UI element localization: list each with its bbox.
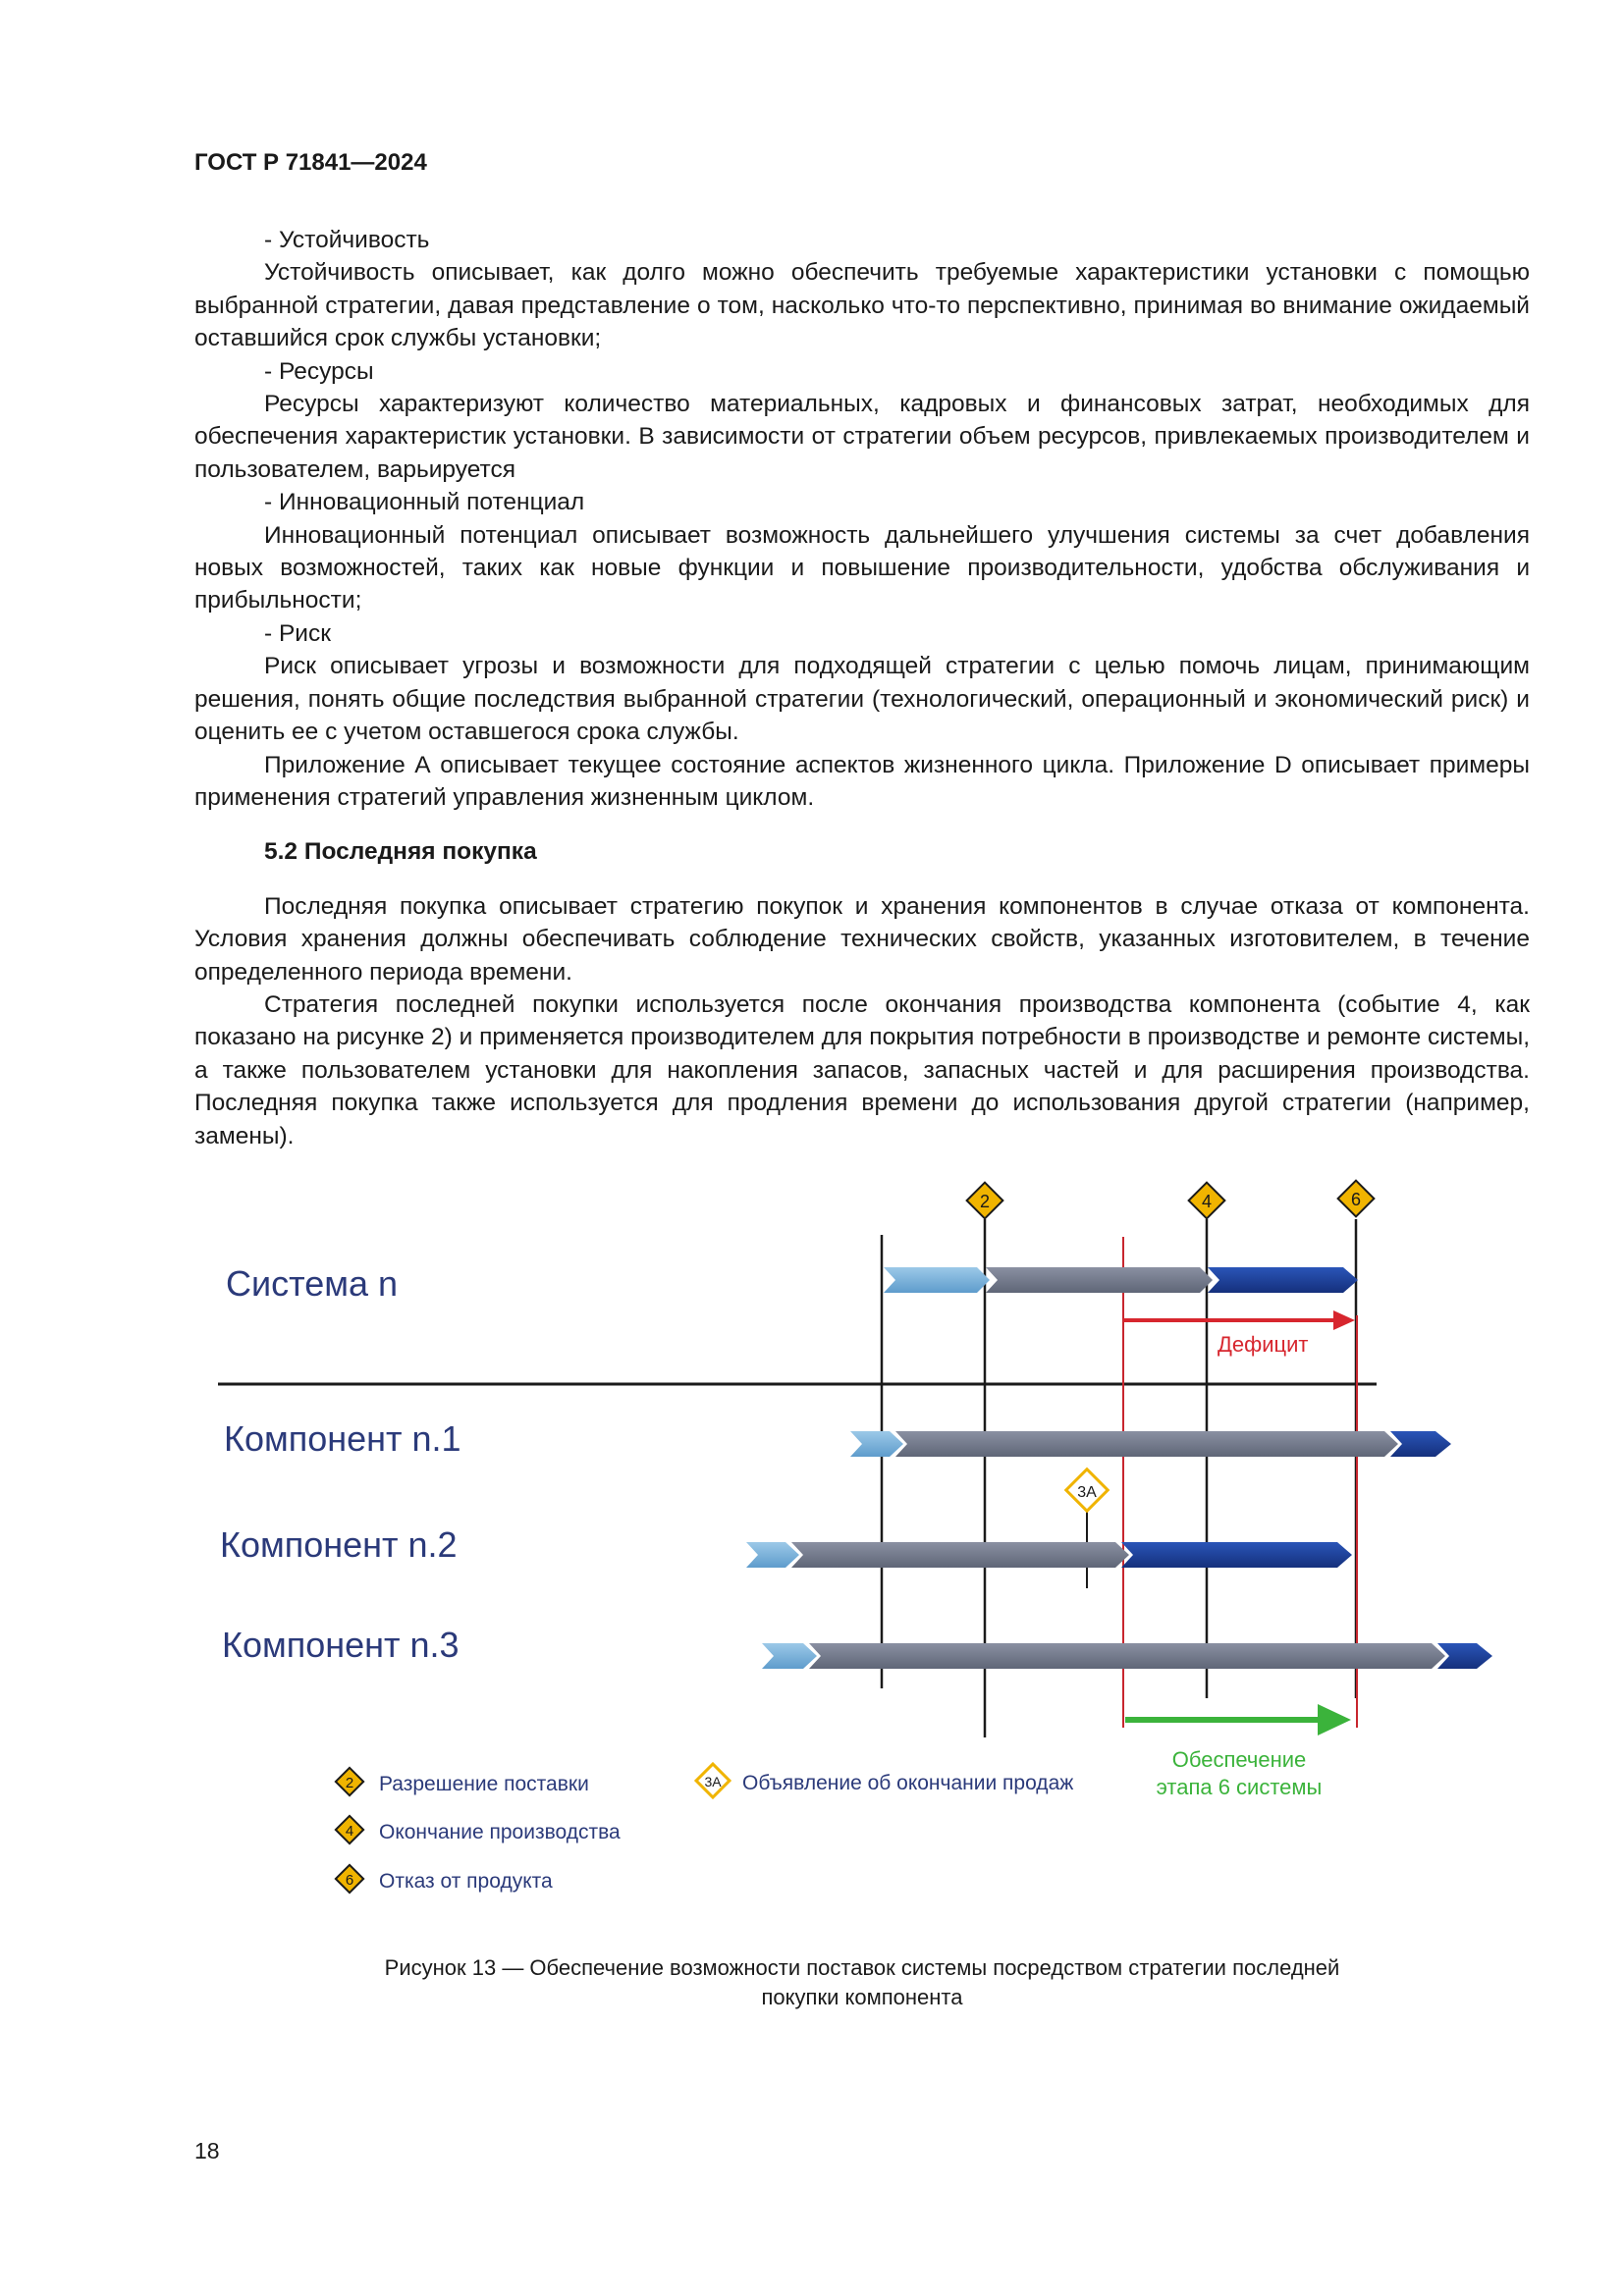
list-item-heading: - Устойчивость bbox=[264, 227, 430, 253]
legend-item-2 bbox=[336, 1768, 589, 1795]
deficit-arrow-head bbox=[1333, 1310, 1355, 1330]
legend-item-4-marker: 4 bbox=[345, 1823, 354, 1840]
event-marker-3a bbox=[1066, 1469, 1108, 1511]
legend-item-3a-marker: 3A bbox=[704, 1774, 722, 1789]
event-marker-6 bbox=[1338, 1181, 1375, 1217]
component-1-phase-3-bar bbox=[1390, 1431, 1451, 1457]
paragraph: Ресурсы характеризуют количество материальных, кадровых и финансовых затрат, необходимых для обеспечения характеристик установки. В зависимости от стратегии объем ресурсов, привлекаемых производителем и пользователем, варьируется bbox=[194, 391, 1530, 483]
legend-item-3a-label: Объявление об окончании продаж bbox=[742, 1772, 1074, 1794]
document-header: ГОСТ Р 71841—2024 bbox=[194, 149, 427, 176]
event-marker-4 bbox=[1189, 1183, 1225, 1219]
list-item-heading: - Инновационный потенциал bbox=[264, 489, 585, 516]
system-phase-2-bar bbox=[986, 1267, 1213, 1293]
legend-item-2-marker: 2 bbox=[345, 1775, 354, 1791]
row-label-component-2: Компонент n.2 bbox=[220, 1524, 458, 1565]
figure-caption-line-1: Рисунок 13 — Обеспечение возможности поставок системы посредством стратегии последней bbox=[384, 1955, 1340, 1980]
provision-label-line-2: этапа 6 системы bbox=[1156, 1775, 1323, 1799]
component-3-phase-3-bar bbox=[1437, 1643, 1492, 1669]
paragraph: Приложение А описывает текущее состояние аспектов жизненного цикла. Приложение D описывает примеры применения стратегий управления жизненным циклом. bbox=[194, 751, 1530, 811]
page-number: 18 bbox=[194, 2138, 220, 2163]
paragraph: Риск описывает угрозы и возможности для подходящей стратегии с целью помочь лицам, принимающим решения, понять общие последствия выбранной стратегии (технологический, операционный и экономический риск) и оценить ее с учетом оставшегося срока службы. bbox=[194, 653, 1530, 746]
event-marker-4-label: 4 bbox=[1201, 1192, 1213, 1211]
deficit-label: Дефицит bbox=[1218, 1332, 1309, 1357]
component-2-phase-1-bar bbox=[746, 1542, 799, 1568]
system-phase-3-bar bbox=[1208, 1267, 1358, 1293]
provision-arrow-head bbox=[1318, 1704, 1351, 1735]
legend-item-6-marker: 6 bbox=[345, 1872, 354, 1889]
legend-item-2-label: Разрешение поставки bbox=[379, 1773, 589, 1795]
timeline-diagram bbox=[0, 1168, 1624, 1934]
legend-item-4 bbox=[336, 1816, 621, 1843]
legend-item-3a bbox=[696, 1764, 1073, 1797]
provision-label-line-1: Обеспечение bbox=[1171, 1747, 1307, 1772]
event-marker-3a-label: 3A bbox=[1077, 1484, 1097, 1501]
paragraph: Инновационный потенциал описывает возможность дальнейшего улучшения системы за счет добавления новых возможностей, таких как новые функции и повышение производительности, удобства обслуживания и прибыльности; bbox=[194, 521, 1530, 614]
component-3-phase-1-bar bbox=[762, 1643, 817, 1669]
row-label-system: Система n bbox=[226, 1263, 399, 1304]
legend bbox=[336, 1764, 1073, 1893]
system-phase-1-bar bbox=[884, 1267, 990, 1293]
list-item-heading: - Риск bbox=[264, 619, 331, 647]
paragraph: Последняя покупка описывает стратегию покупок и хранения компонентов в случае отказа от компонента. Условия хранения должны обеспечивать соблюдение технических свойств, указанных изготовителем, в течение определенного периода времени. bbox=[194, 892, 1530, 986]
list-item-heading: - Ресурсы bbox=[264, 357, 374, 385]
section-heading: 5.2 Последняя покупка bbox=[264, 838, 537, 866]
event-marker-2 bbox=[967, 1183, 1003, 1219]
component-1-phase-1-bar bbox=[850, 1431, 903, 1457]
row-label-component-1: Компонент n.1 bbox=[224, 1418, 461, 1459]
paragraph: Устойчивость описывает, как долго можно обеспечить требуемые характеристики установки с помощью выбранной стратегии, давая представление о том, насколько что-то перспективно, принимая во внимание ожидаемый оставшийся срок службы установки; bbox=[194, 259, 1530, 352]
legend-item-6-label: Отказ от продукта bbox=[379, 1870, 553, 1893]
body-text bbox=[194, 224, 1530, 1152]
figure-caption-line-2: покупки компонента bbox=[761, 1985, 963, 2009]
paragraph: Стратегия последней покупки используется после окончания производства компонента (событие 4, как показано на рисунке 2) и применяется производителем для покрытия потребности в производстве и ремонте системы, а также пользователем установки для накопления запасов, запасных частей и для расширения производства. Последняя покупка также используется для продления времени до использования другой стратегии (например, замены). bbox=[194, 990, 1531, 1149]
row-label-component-3: Компонент n.3 bbox=[222, 1625, 460, 1665]
event-marker-6-label: 6 bbox=[1350, 1190, 1362, 1209]
legend-item-4-label: Окончание производства bbox=[379, 1821, 621, 1843]
figure-13 bbox=[0, 1168, 1624, 1934]
component-1-phase-2-bar bbox=[895, 1431, 1398, 1457]
event-marker-2-label: 2 bbox=[979, 1192, 991, 1211]
component-2-phase-3-bar bbox=[1121, 1542, 1352, 1568]
legend-item-6 bbox=[336, 1865, 553, 1893]
figure-caption bbox=[194, 1953, 1530, 2012]
component-2-phase-2-bar bbox=[791, 1542, 1129, 1568]
component-3-phase-2-bar bbox=[809, 1643, 1445, 1669]
